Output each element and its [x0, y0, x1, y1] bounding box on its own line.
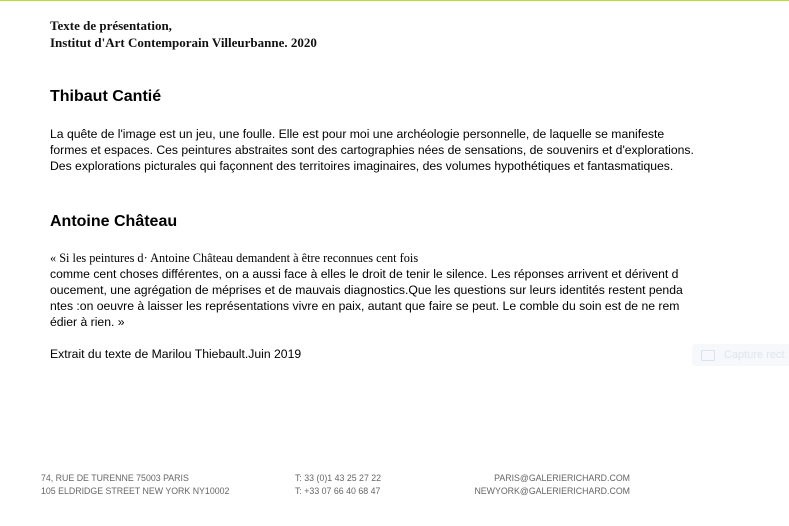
quote-line: édier à rien. » — [50, 315, 125, 329]
footer-phones — [295, 472, 381, 498]
camera-icon — [701, 350, 715, 361]
statement-line: formes et espaces. Ces peintures abstraites sont des cartographies nées de sensations, de souvenirs et d'explorations. — [50, 143, 694, 157]
capture-label: Capture rect — [724, 349, 785, 361]
footer-email-paris[interactable]: PARIS@GALERIERICHARD.COM — [494, 473, 630, 483]
footer-email-newyork[interactable]: NEWYORK@GALERIERICHARD.COM — [474, 486, 630, 496]
footer-address-paris: 74, RUE DE TURENNE 75003 PARIS — [41, 473, 189, 483]
statement-line: Des explorations picturales qui façonnent des territoires imaginaires, des volumes hypothétiques et fantasmatiques. — [50, 159, 674, 173]
statement-line: La quête de l'image est un jeu, une foulle. Elle est pour moi une archéologie personnelle, de laquelle se manifeste — [50, 127, 665, 141]
footer-phone-paris: T: 33 (0)1 43 25 27 22 — [295, 473, 382, 483]
document-header — [50, 17, 317, 51]
quote-credit: Extrait du texte de Marilou Thiebault.Juin 2019 — [50, 347, 302, 361]
footer-phone-newyork: T: +33 07 66 40 68 47 — [295, 486, 381, 496]
footer-address-newyork: 105 ELDRIDGE STREET NEW YORK NY10002 — [41, 486, 230, 496]
capture-overlay-button[interactable] — [692, 344, 789, 366]
artist-title-thibaut: Thibaut Cantié — [50, 88, 162, 105]
quote-intro: « Si les peintures d· Antoine Château demandent à être reconnues cent fois — [50, 251, 419, 265]
artist-statement-thibaut — [50, 126, 772, 174]
quote-line: oucement, une agrégation de méprises et de mauvais diagnostics.Que les questions sur leurs identités restent penda — [50, 283, 683, 297]
footer-addresses — [41, 472, 229, 498]
footer-emails — [460, 472, 630, 498]
header-line-1: Texte de présentation, — [50, 18, 172, 33]
quote-line: comme cent choses différentes, on a aussi face à elles le droit de tenir le silence. Les réponses arrivent et dérivent d — [50, 267, 679, 281]
header-line-2: Institut d'Art Contemporain Villeurbanne. 2020 — [50, 35, 317, 50]
quote-body — [50, 266, 772, 330]
quote-line: ntes :on oeuvre à laisser les représentations vivre en paix, autant que faire se peut. Le comble du soin est de ne rem — [50, 299, 680, 313]
top-rule — [0, 0, 789, 1]
artist-title-antoine: Antoine Château — [50, 213, 178, 230]
